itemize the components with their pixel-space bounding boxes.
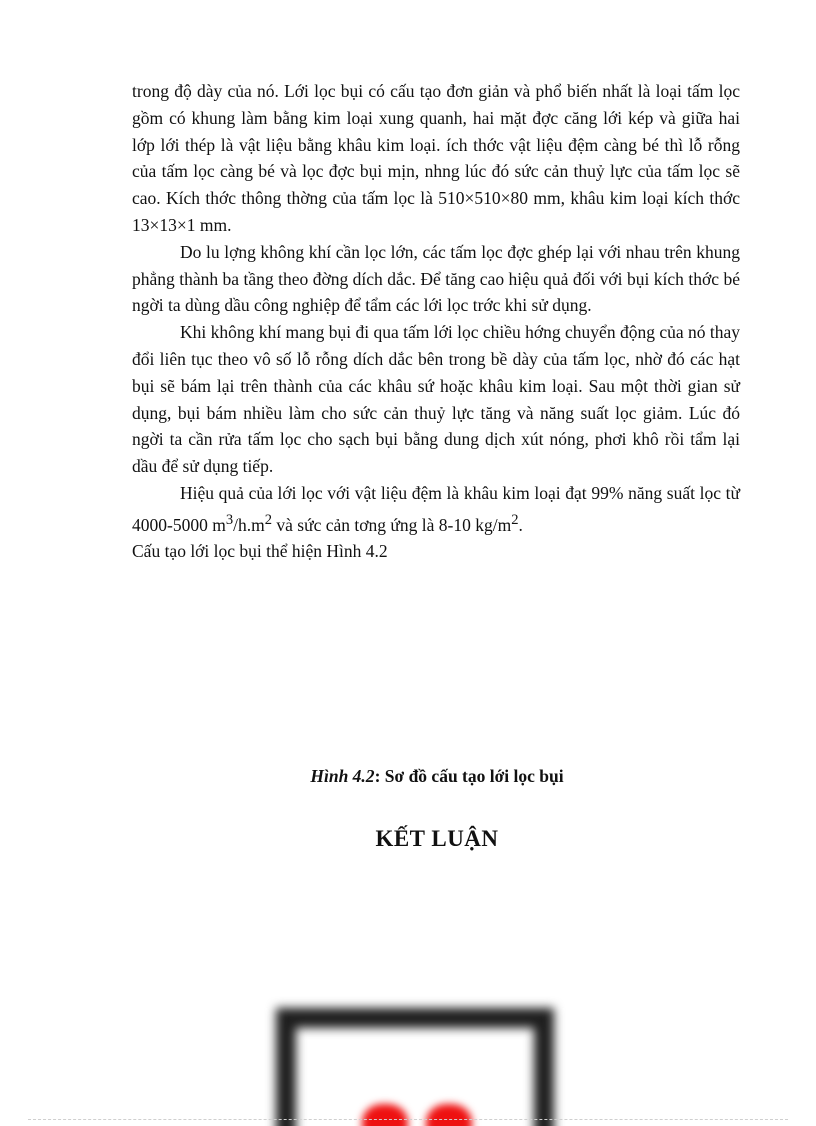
page-bottom-divider [28, 1119, 788, 1120]
paragraph-4-sup-1: 3 [225, 511, 234, 528]
paragraph-4-sup-2: 2 [264, 511, 273, 528]
figure-caption-label: Hình 4.2 [310, 766, 375, 786]
figure-caption-text: : Sơ đồ cấu tạo lới lọc bụi [374, 766, 564, 786]
paragraph-3: Khi không khí mang bụi đi qua tấm lới lọc chiều hớng chuyển động của nó thay đổi liên tục theo vô số lỗ rỗng dích dắc bên trong bề dày của tấm lọc, nhờ đó các hạt bụi sẽ bám lại trên thành của các khâu sứ hoặc khâu kim loại. Sau một thời gian sử dụng, bụi bám nhiều làm cho sức cản thuỷ lực tăng và năng suất lọc giảm. Lúc đó ngời ta cần rửa tấm lọc cho sạch bụi bằng dung dịch xút nóng, phơi khô rồi tẩm lại dầu để sử dụng tiếp. [132, 322, 740, 477]
filter-diagram-figure [262, 986, 576, 1126]
filter-frame-shape [276, 1008, 554, 1126]
paragraph-4-text-d: . [518, 514, 523, 535]
figure-caption [0, 766, 816, 787]
body-text [132, 78, 740, 565]
paragraph-4-text-a: Hiệu quả của lới lọc với vật liệu đệm là khâu kim loại đạt 99% năng suất lọc từ 4000-5000 m [132, 482, 740, 535]
paragraph-4 [132, 480, 740, 538]
paragraph-4-sup-3: 2 [511, 511, 519, 528]
paragraph-4-text-b: /h.m [233, 514, 265, 535]
paragraph-1: trong độ dày của nó. Lới lọc bụi có cấu tạo đơn giản và phổ biến nhất là loại tấm lọc gồm có khung làm bằng kim loại xung quanh, hai mặt đợc căng lới kép và giữa hai lớp lới thép là vật liệu bằng khâu kim loại. ích thớc vật liệu đệm càng bé thì lỗ rỗng của tấm lọc càng bé và lọc đợc bụi mịn, nhng lúc đó sức cản thuỷ lực của tấm lọc sẽ cao. Kích thớc thông thờng của tấm lọc là 510×510×80 mm, khâu kim loại kích thớc 13×13×1 mm. [132, 81, 740, 235]
paragraph-5: Cấu tạo lới lọc bụi thể hiện Hình 4.2 [132, 541, 388, 562]
paragraph-4-text-c: và sức cản tơng ứng là 8-10 kg/m [272, 514, 512, 535]
paragraph-2: Do lu lợng không khí cần lọc lớn, các tấm lọc đợc ghép lại với nhau trên khung phẳng thành ba tầng theo đờng dích dắc. Để tăng cao hiệu quả đối với bụi kích thớc bé ngời ta dùng dầu công nghiệp để tẩm các lới lọc trớc khi sử dụng. [132, 241, 740, 316]
section-heading: KẾT LUẬN [375, 826, 499, 851]
